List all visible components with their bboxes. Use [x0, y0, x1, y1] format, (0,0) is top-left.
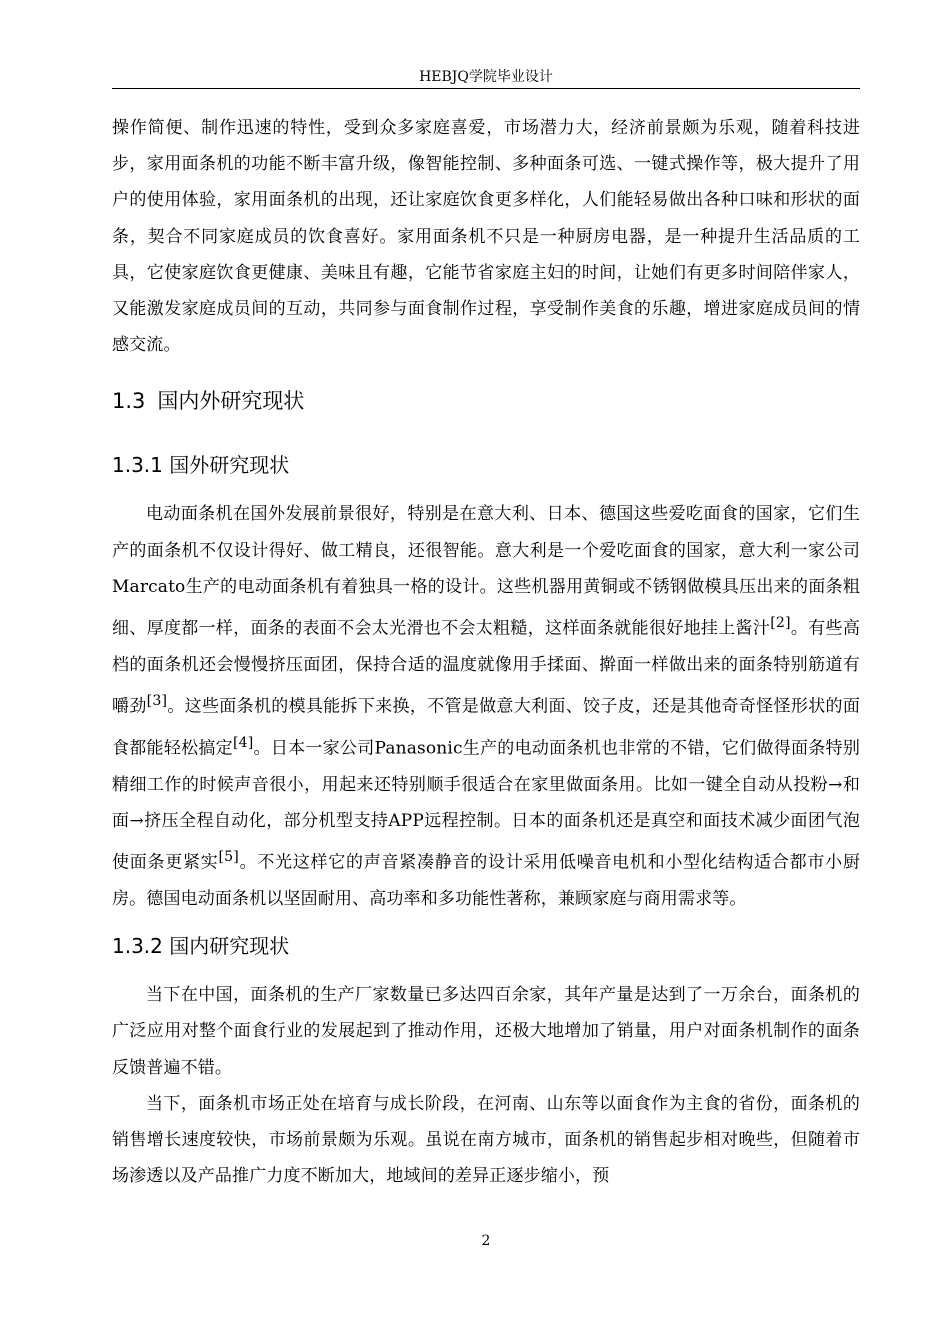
citation-ref: [5]	[218, 849, 239, 866]
section-number: 1.3	[112, 389, 146, 414]
page-header: HEBJQ学院毕业设计	[419, 69, 553, 85]
paragraph-text: 。这些面条机的模具能拆下来换，不管是做意大利面、饺子皮，还是其他奇奇怪怪形状的面食都能轻松搞定	[112, 696, 861, 759]
section-heading-1-3-1: 1.3.1 国外研究现状	[112, 453, 290, 478]
page-body	[112, 110, 860, 1195]
intro-paragraph: 操作简便、制作迅速的特性，受到众多家庭喜爱，市场潜力大，经济前景颇为乐观，随着科技进步，家用面条机的功能不断丰富升级，像智能控制、多种面条可选、一键式操作等，极大提升了用户的使用体验，家用面条机的出现，还让家庭饮食更多样化，人们能轻易做出各种口味和形状的面条，契合不同家庭成员的饮食喜好。家用面条机不只是一种厨房电器，是一种提升生活品质的工具，它使家庭饮食更健康、美味且有趣，它能节省家庭主妇的时间，让她们有更多时间陪伴家人，又能激发家庭成员间的互动，共同参与面食制作过程，享受制作美食的乐趣，增进家庭成员间的情感交流。	[112, 118, 860, 356]
citation-ref: [4]	[232, 734, 254, 751]
section-title: 国内外研究现状	[157, 389, 305, 414]
header-divider	[112, 88, 860, 89]
page-number: 2	[481, 1233, 491, 1249]
foreign-research-paragraph	[112, 496, 860, 917]
section-heading-1-3	[112, 386, 860, 416]
domestic-research-paragraph-2: 当下，面条机市场正处在培育与成长阶段，在河南、山东等以面食作为主食的省份，面条机的销售增长速度较快，市场前景颇为乐观。虽说在南方城市，面条机的销售起步相对晚些，但随着市场渗透以及产品推广力度不断加大，地域间的差异正逐步缩小，预	[112, 1093, 860, 1187]
section-heading-1-3-2: 1.3.2 国内研究现状	[112, 934, 290, 959]
paragraph-text: 电动面条机在国外发展前景很好，特别是在意大利、日本、德国这些爱吃面食的国家，它们生产的面条机不仅设计得好、做工精良，还很智能。意大利是一个爱吃面食的国家，意大利一家公司Marcato生产的电动面条机有着独具一格的设计。这些机器用黄铜或不锈钢做模具压出来的面条粗细、厚度都一样，面条的表面不会太光滑也不会太粗糙，这样面条就能很好地挂上酱汁	[112, 504, 860, 639]
paragraph-text: 。日本一家公司Panasonic生产的电动面条机也非常的不错，它们做得面条特别精细工作的时候声音很小，用起来还特别顺手很适合在家里做面条用。比如一键全自动从投粉→和面→挤压全程自动化，部分机型支持APP远程控制。日本的面条机还是真空和面技术减少面团气泡使面条更紧实	[112, 738, 860, 873]
paragraph-text: 。不光这样它的声音紧凑静音的设计采用低噪音电机和小型化结构适合都市小厨房。德国电动面条机以坚固耐用、高功率和多功能性著称，兼顾家庭与商用需求等。	[112, 852, 861, 910]
citation-ref: [2]	[770, 615, 791, 632]
domestic-research-paragraph-1: 当下在中国，面条机的生产厂家数量已多达四百余家，其年产量是达到了一万余台，面条机的广泛应用对整个面食行业的发展起到了推动作用，还极大地增加了销量，用户对面条机制作的面条反馈普遍不错。	[112, 985, 860, 1078]
paragraph-text: 。有些高档的面条机还会慢慢挤压面团，保持合适的温度就像用手揉面、擀面一样做出来的面条特别筋道有嚼劲	[112, 618, 860, 717]
citation-ref: [3]	[146, 693, 168, 710]
